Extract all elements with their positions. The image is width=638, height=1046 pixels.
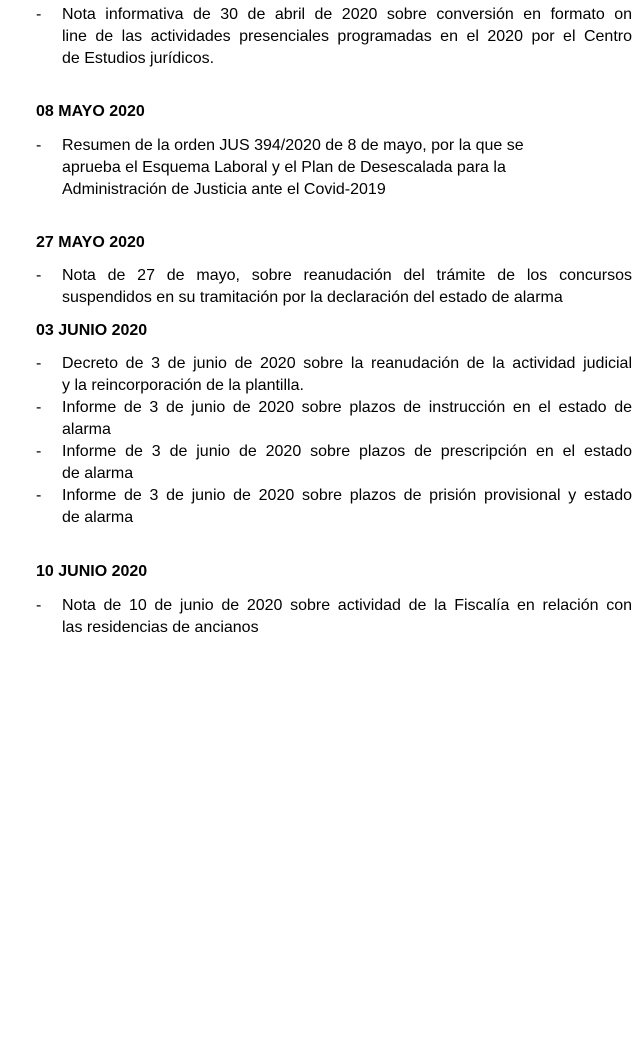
text-line: line de las actividades presenciales programadas en el 2020 por el Centro bbox=[62, 28, 632, 45]
text-line: Nota de 10 de junio de 2020 sobre actividad de la Fiscalía en relación con bbox=[62, 597, 632, 614]
list-item-text bbox=[62, 265, 632, 309]
text-line: Informe de 3 de junio de 2020 sobre plazos de prisión provisional y estado bbox=[62, 487, 632, 504]
section-heading: 03 JUNIO 2020 bbox=[36, 322, 148, 339]
text-line: Informe de 3 de junio de 2020 sobre plazos de instrucción en el estado de bbox=[62, 399, 632, 416]
text-line: y la reincorporación de la plantilla. bbox=[62, 377, 304, 394]
list-item-text bbox=[62, 595, 632, 639]
list-bullet: - bbox=[36, 6, 42, 23]
list-bullet: - bbox=[36, 443, 42, 460]
text-line: Decreto de 3 de junio de 2020 sobre la reanudación de la actividad judicial bbox=[62, 355, 632, 372]
text-line: aprueba el Esquema Laboral y el Plan de Desescalada para la bbox=[62, 159, 506, 176]
text-line: Administración de Justicia ante el Covid-2019 bbox=[62, 181, 386, 198]
list-item-text bbox=[62, 397, 632, 441]
text-line: suspendidos en su tramitación por la declaración del estado de alarma bbox=[62, 289, 563, 306]
list-bullet: - bbox=[36, 137, 42, 154]
text-line: Resumen de la orden JUS 394/2020 de 8 de mayo, por la que se bbox=[62, 137, 524, 154]
text-line: alarma bbox=[62, 421, 111, 438]
list-item-text bbox=[62, 135, 632, 201]
text-line: de alarma bbox=[62, 465, 134, 482]
section-heading: 10 JUNIO 2020 bbox=[36, 563, 148, 580]
list-bullet: - bbox=[36, 597, 42, 614]
list-bullet: - bbox=[36, 487, 42, 504]
list-item-text bbox=[62, 353, 632, 397]
text-line: de alarma bbox=[62, 509, 134, 526]
list-item-text bbox=[62, 485, 632, 529]
list-item-text bbox=[62, 441, 632, 485]
section-heading: 27 MAYO 2020 bbox=[36, 234, 145, 251]
text-line: las residencias de ancianos bbox=[62, 619, 259, 636]
list-bullet: - bbox=[36, 267, 42, 284]
list-bullet: - bbox=[36, 355, 42, 372]
list-bullet: - bbox=[36, 399, 42, 416]
text-line: Nota de 27 de mayo, sobre reanudación del trámite de los concursos bbox=[62, 267, 632, 284]
list-item-text bbox=[62, 4, 632, 70]
text-line: de Estudios jurídicos. bbox=[62, 50, 215, 67]
text-line: Nota informativa de 30 de abril de 2020 sobre conversión en formato on bbox=[62, 6, 632, 23]
text-line: Informe de 3 de junio de 2020 sobre plazos de prescripción en el estado bbox=[62, 443, 632, 460]
section-heading: 08 MAYO 2020 bbox=[36, 103, 145, 120]
